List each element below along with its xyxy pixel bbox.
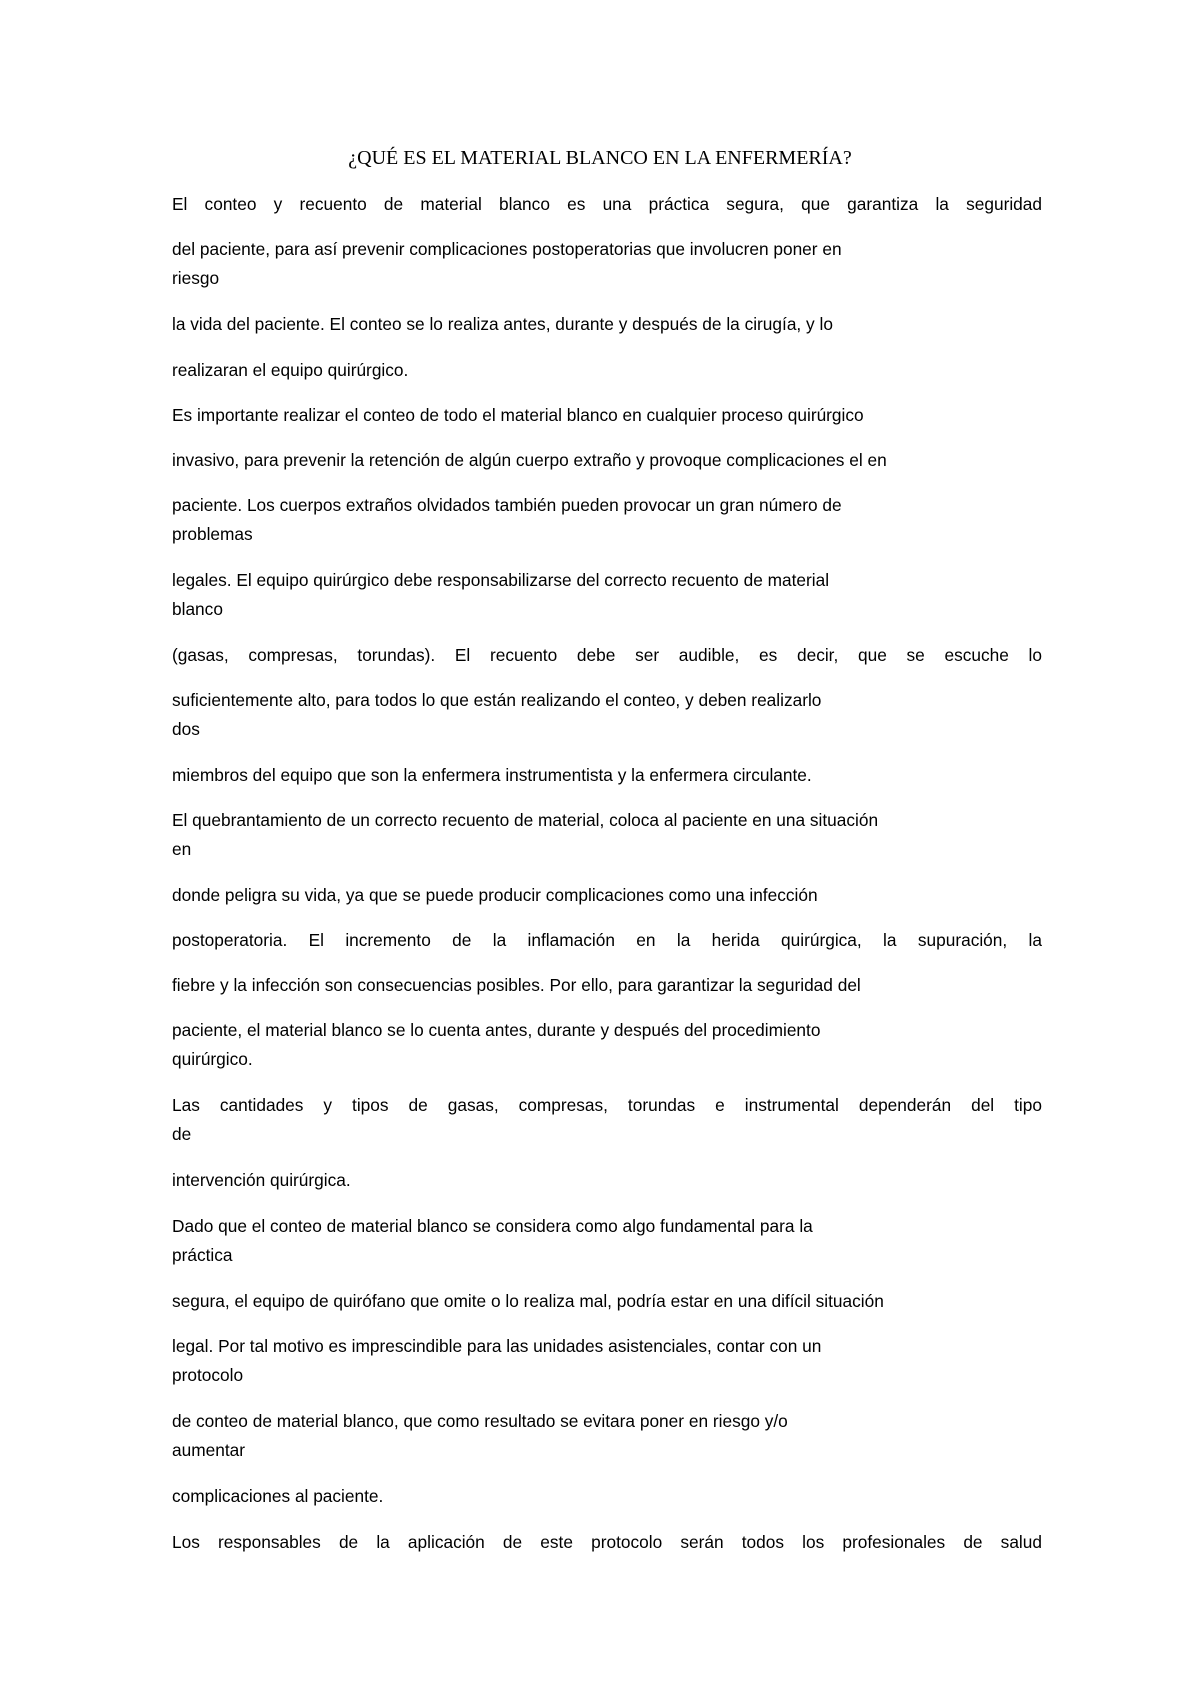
text-line: blanco: [172, 599, 223, 619]
text-line: miembros del equipo que son la enfermera instrumentista y la enfermera circulante.: [172, 765, 812, 785]
text-line: realizaran el equipo quirúrgico.: [172, 360, 409, 380]
text-line: Dado que el conteo de material blanco se considera como algo fundamental para la: [172, 1216, 813, 1236]
text-line: legales. El equipo quirúrgico debe responsabilizarse del correcto recuento de material: [172, 570, 830, 590]
text-line: Las cantidades y tipos de gasas, compresas, torundas e instrumental dependerán del tipo: [172, 1095, 1042, 1115]
text-line: riesgo: [172, 268, 220, 288]
text-line: paciente, el material blanco se lo cuenta antes, durante y después del procedimiento: [172, 1020, 821, 1040]
text-line: segura, el equipo de quirófano que omite o lo realiza mal, podría estar en una difícil situación: [172, 1291, 884, 1311]
text-line: El conteo y recuento de material blanco es una práctica segura, que garantiza la seguridad: [172, 194, 1042, 214]
text-line: invasivo, para prevenir la retención de algún cuerpo extraño y provoque complicaciones el en: [172, 450, 887, 470]
document-body: [172, 190, 1042, 1557]
text-line: fiebre y la infección son consecuencias posibles. Por ello, para garantizar la seguridad del: [172, 975, 861, 995]
text-line: Es importante realizar el conteo de todo el material blanco en cualquier proceso quirúrgico: [172, 405, 864, 425]
text-line: postoperatoria. El incremento de la inflamación en la herida quirúrgica, la supuración, la: [172, 930, 1042, 950]
text-line: suficientemente alto, para todos lo que están realizando el conteo, y deben realizarlo: [172, 690, 822, 710]
text-line: de: [172, 1124, 192, 1144]
text-line: legal. Por tal motivo es imprescindible para las unidades asistenciales, contar con un: [172, 1336, 822, 1356]
document-title: ¿QUÉ ES EL MATERIAL BLANCO EN LA ENFERMERÍA?: [348, 147, 852, 169]
text-line: quirúrgico.: [172, 1049, 253, 1069]
text-line: Los responsables de la aplicación de este protocolo serán todos los profesionales de salud: [172, 1532, 1042, 1552]
text-line: donde peligra su vida, ya que se puede producir complicaciones como una infección: [172, 885, 818, 905]
text-line: intervención quirúrgica.: [172, 1170, 351, 1190]
text-line: de conteo de material blanco, que como resultado se evitara poner en riesgo y/o: [172, 1411, 788, 1431]
text-line: paciente. Los cuerpos extraños olvidados también pueden provocar un gran número de: [172, 495, 842, 515]
text-line: dos: [172, 719, 200, 739]
text-line: del paciente, para así prevenir complicaciones postoperatorias que involucren poner en: [172, 239, 842, 259]
text-line: en: [172, 839, 192, 859]
text-line: la vida del paciente. El conteo se lo realiza antes, durante y después de la cirugía, y lo: [172, 314, 833, 334]
text-line: protocolo: [172, 1365, 244, 1385]
text-line: práctica: [172, 1245, 233, 1265]
text-line: aumentar: [172, 1440, 246, 1460]
text-line: complicaciones al paciente.: [172, 1486, 384, 1506]
text-line: (gasas, compresas, torundas). El recuento debe ser audible, es decir, que se escuche lo: [172, 645, 1042, 665]
text-line: El quebrantamiento de un correcto recuento de material, coloca al paciente en una situación: [172, 810, 879, 830]
text-line: problemas: [172, 524, 253, 544]
